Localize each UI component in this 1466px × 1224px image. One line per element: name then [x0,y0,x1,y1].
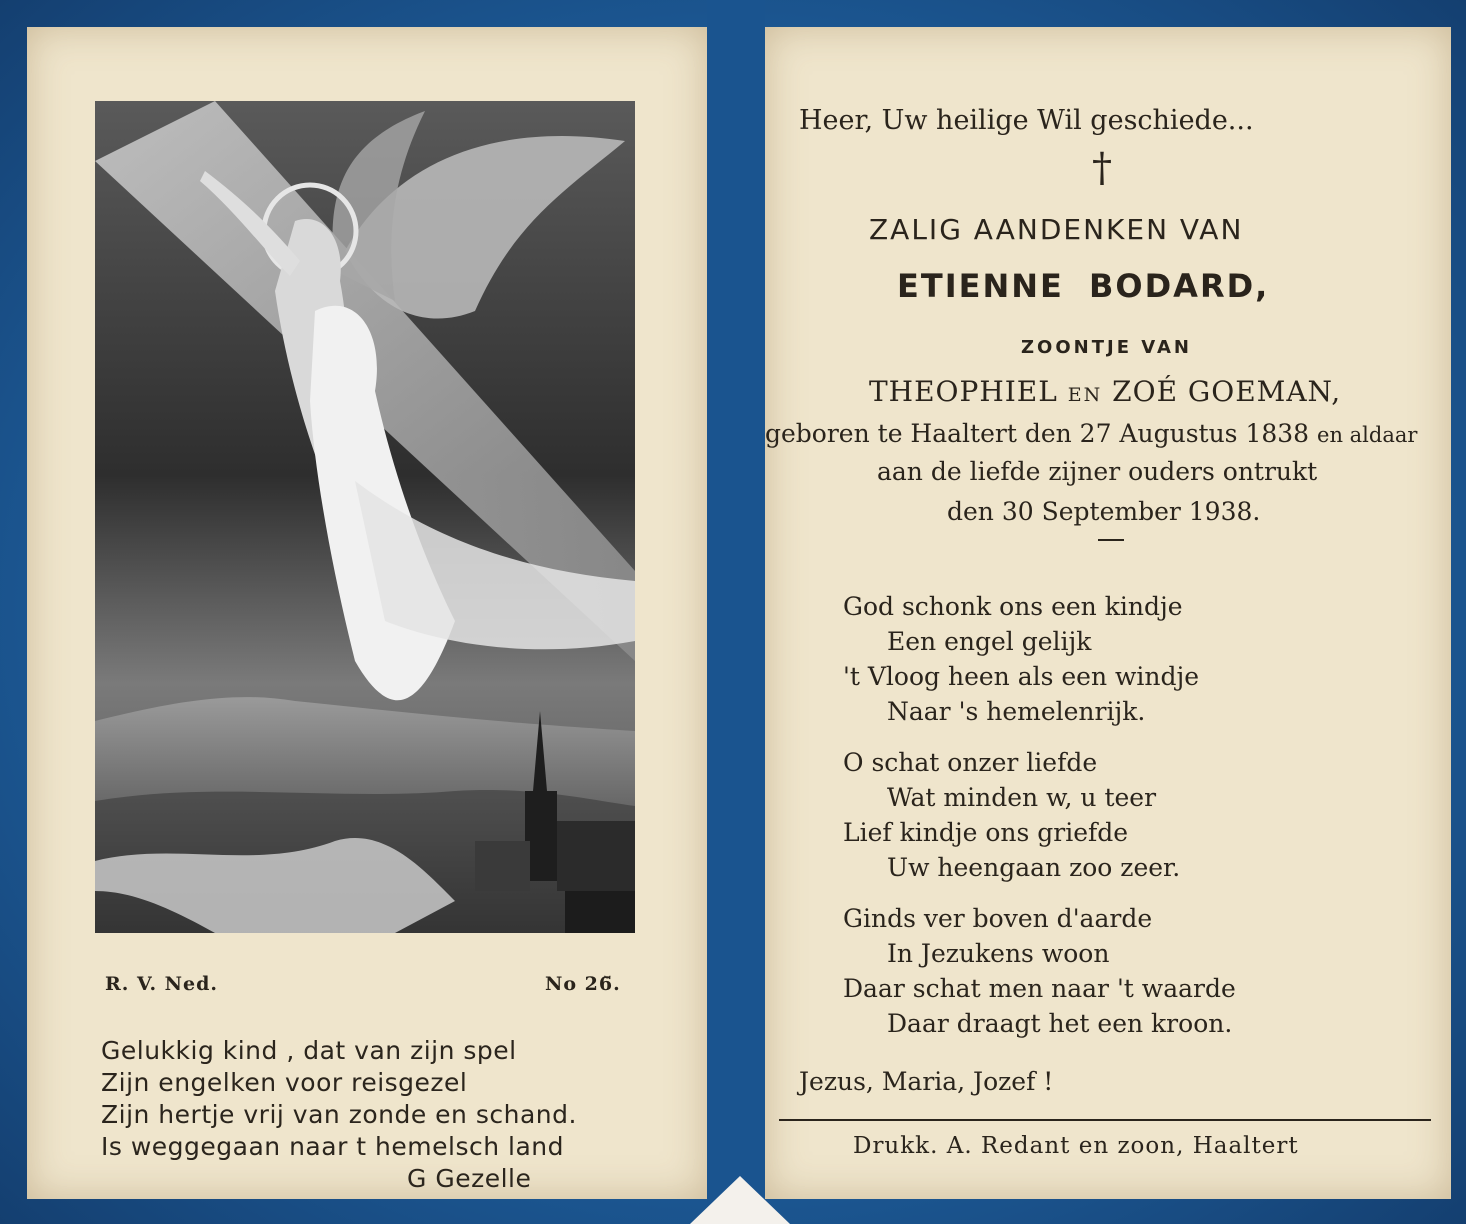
poem-line: Gelukkig kind , dat van zijn spel [101,1036,517,1065]
angel-picture [95,101,635,933]
death-line: den 30 September 1938. [947,497,1261,526]
right-card-panel [765,27,1451,1199]
poem-line: Zijn engelken voor reisgezel [101,1068,468,1097]
parents-line [869,375,1341,408]
child-of-label: ZOONTJE VAN [1021,337,1192,358]
memorial-heading: ZALIG AANDENKEN VAN [869,213,1244,246]
divider-dash [1098,539,1124,541]
poem-line: Een engel gelijk [887,627,1092,656]
birth-line [765,419,1417,448]
mother-name: ZOÉ GOEMAN, [1112,375,1342,408]
birth-suffix: en aldaar [1317,423,1418,447]
angel-illustration [95,101,635,933]
poem-line: Wat minden w, u teer [887,783,1157,812]
right-poem [843,589,1236,1057]
publisher-caption: R. V. Ned. [105,973,219,995]
poem-line: Ginds ver boven d'aarde [843,904,1153,933]
poem-line: In Jezukens woon [887,939,1110,968]
deceased-name: ETIENNE BODARD, [897,267,1270,305]
father-name: THEOPHIEL [869,375,1058,408]
poem-author: G Gezelle [407,1164,532,1193]
poem-stanza [843,901,1236,1041]
left-card-panel [27,27,707,1199]
cross-icon: † [1092,145,1112,191]
torn-corner [690,1176,790,1224]
poem-line: Zijn hertje vrij van zonde en schand. [101,1100,577,1129]
poem-line: Uw heengaan zoo zeer. [887,853,1181,882]
poem-stanza [843,745,1236,885]
birth-text: geboren te Haaltert den 27 Augustus 1838 [765,419,1310,448]
picture-number-caption: No 26̆. [545,973,621,995]
poem-line: Lief kindje ons griefde [843,818,1129,847]
left-poem [101,1035,701,1195]
poem-line: 't Vloog heen als een windje [843,662,1200,691]
conjunction: EN [1067,384,1103,406]
poem-line: God schonk ons een kindje [843,592,1183,621]
printer-credit: Drukk. A. Redant en zoon, Haaltert [853,1133,1299,1159]
footer-rule [779,1119,1431,1121]
poem-line: Naar 's hemelenrijk. [887,697,1146,726]
poem-line: Daar schat men naar 't waarde [843,974,1236,1003]
poem-stanza [843,589,1236,729]
invocation-text: Heer, Uw heilige Wil geschiede... [799,105,1254,136]
poem-line: O schat onzer liefde [843,748,1098,777]
poem-line: Is weggegaan naar t hemelsch land [101,1132,564,1161]
prayer-text: Jezus, Maria, Jozef ! [799,1067,1054,1096]
poem-line: Daar draagt het een kroon. [887,1009,1233,1038]
taken-line: aan de liefde zijner ouders ontrukt [877,457,1318,486]
card-fold-spine [707,0,765,1224]
